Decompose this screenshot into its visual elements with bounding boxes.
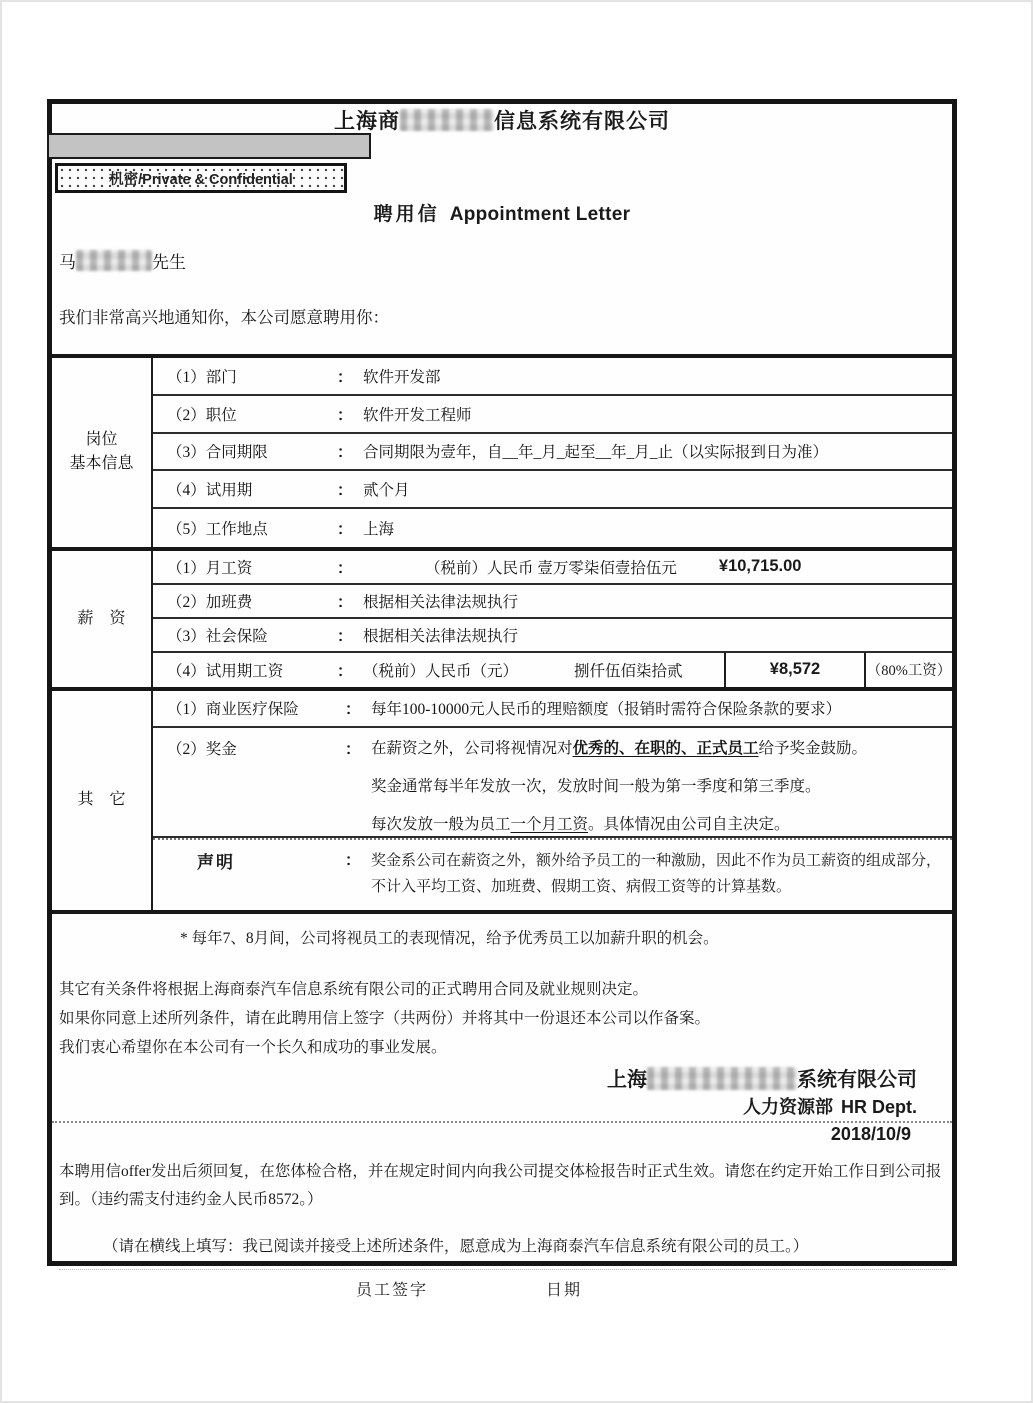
- signature-company-suffix: 系统有限公司: [797, 1068, 917, 1091]
- bonus-line1-pre: 在薪资之外，公司将视情况对: [371, 739, 573, 757]
- closing-paragraph-1: 其它有关条件将根据上海商泰汽车信息系统有限公司的正式聘用合同及就业规则决定。: [59, 980, 649, 998]
- declaration-text: 奖金系公司在薪资之外，额外给予员工的一种激励，因此不作为员工薪资的组成部分，不计入平均工资、加班费、假期工资、病假工资等的计算基数。: [371, 852, 942, 895]
- signature-date: 2018/10/9: [830, 1123, 911, 1144]
- table-row-bonus: [153, 728, 952, 838]
- row-colon: ：: [345, 701, 361, 719]
- section-header-salary-label: 薪 资: [77, 609, 132, 627]
- employee-signature-label: 员工签字: [356, 1281, 429, 1299]
- row-colon: ：: [337, 521, 353, 539]
- row-value: 贰个月: [363, 482, 410, 500]
- star-note: * 每年7、8月间，公司将视员工的表现情况，给予优秀员工以加薪升职的机会。: [180, 929, 719, 947]
- table-row-social-insurance: [153, 619, 952, 653]
- table-row-work-location: [153, 509, 952, 547]
- date-label: 日期: [546, 1281, 583, 1299]
- probation-salary-words: 捌仟伍佰柒拾贰: [574, 662, 683, 680]
- section-header-other: [52, 691, 153, 910]
- signature-dept-en: HR Dept.: [841, 1096, 917, 1117]
- row-label: （3）社会保险: [167, 627, 268, 645]
- salutation: [59, 248, 186, 273]
- signature-company-line: [59, 1067, 917, 1094]
- row-colon: ：: [337, 368, 353, 386]
- signature-dept-cn: 人力资源部: [743, 1096, 833, 1117]
- row-value: 软件开发工程师: [363, 406, 472, 424]
- row-value: （税前）人民币（元）: [363, 662, 519, 680]
- bonus-line3-pre: 每次发放一般为员工: [371, 815, 511, 833]
- confidential-label: 机密/Private & Confidential: [109, 171, 293, 188]
- row-value: 合同期限为壹年，自__年_月_起至__年_月_止（以实际报到日为准）: [363, 444, 829, 462]
- bonus-line-2: 奖金通常每半年发放一次，发放时间一般为第一季度和第三季度。: [371, 777, 821, 795]
- monthly-salary-amount: ¥10,715.00: [718, 557, 802, 576]
- salutation-surname: 马: [59, 253, 76, 272]
- closing-paragraph-3: 我们衷心希望你在本公司有一个长久和成功的事业发展。: [59, 1038, 447, 1056]
- row-label: （1）商业医疗保险: [167, 701, 299, 719]
- bonus-line3-emphasis: 一个月工资: [510, 815, 589, 833]
- row-value: 上海: [363, 521, 395, 539]
- row-value: （税前）人民币 壹万零柒佰壹拾伍元: [425, 559, 677, 577]
- table-row-probation-salary: [153, 653, 952, 687]
- row-label: （4）试用期: [167, 482, 253, 500]
- section-header-position-line1: 岗位: [85, 431, 118, 449]
- salutation-suffix: 先生: [152, 253, 186, 272]
- section-header-position: [52, 358, 153, 547]
- table-row-monthly-salary: [153, 551, 952, 585]
- section-position-info: [52, 354, 952, 547]
- row-label: （5）工作地点: [167, 521, 268, 539]
- section-header-other-label: 其 它: [77, 791, 132, 809]
- fill-in-instruction: （请在横线上填写：我已阅读并接受上述所述条件，愿意成为上海商泰汽车信息系统有限公司的员工。）: [103, 1237, 809, 1255]
- letter-title-en: Appointment Letter: [449, 204, 631, 225]
- row-colon: ：: [345, 740, 361, 758]
- redacted-signature-company-block: [647, 1067, 797, 1090]
- closing-paragraph-2: 如果你同意上述所列条件，请在此聘用信上签字（共两份）并将其中一份退还本公司以作备案。: [59, 1009, 711, 1027]
- redacted-company-name-block: [400, 109, 494, 131]
- intro-line: 我们非常高兴地通知你，本公司愿意聘用你：: [59, 308, 389, 327]
- section-header-salary: [52, 551, 153, 687]
- row-colon: ：: [337, 444, 353, 462]
- section-header-position-line2: 基本信息: [69, 455, 134, 473]
- row-value: 软件开发部: [363, 368, 441, 386]
- confidential-stamp: [55, 163, 347, 193]
- bonus-line1-emphasis: 优秀的、在职的、正式员工: [572, 739, 759, 757]
- letter-title-cn: 聘用信: [373, 204, 440, 225]
- row-label: （2）加班费: [167, 593, 253, 611]
- appointment-letter-document: [47, 99, 957, 1299]
- table-row-position: [153, 396, 952, 434]
- table-row-overtime-pay: [153, 585, 952, 619]
- row-label: （1）月工资: [167, 559, 253, 577]
- row-colon: ：: [337, 662, 353, 680]
- row-value: 每年100-10000元人民币的理赔额度（报销时需符合保险条款的要求）: [371, 701, 842, 719]
- offer-terms-table: [52, 354, 952, 1299]
- probation-salary-amount: ¥8,572: [724, 653, 864, 687]
- redacted-gray-bar: [47, 133, 371, 159]
- bonus-line1-post: 给予奖金鼓励。: [758, 739, 868, 757]
- company-title-prefix: 上海商: [334, 109, 400, 133]
- letter-title: [52, 199, 952, 226]
- bonus-line-1: [371, 737, 867, 760]
- offer-validity-paragraph: 本聘用信offer发出后须回复，在您体检合格，并在规定时间内向我公司提交体检报告时正式生效。请您在约定开始工作日到公司报到。（违约需支付违约金人民币8572。）: [59, 1162, 942, 1208]
- bonus-line-3: [371, 813, 867, 836]
- dotted-divider: [52, 1121, 952, 1123]
- probation-salary-note: （80%工资）: [864, 653, 952, 687]
- row-label: （3）合同期限: [167, 444, 268, 462]
- row-colon: ：: [337, 559, 353, 577]
- bonus-text: [371, 737, 867, 836]
- signature-department-line: [59, 1094, 917, 1121]
- employee-signature-row: [59, 1277, 945, 1300]
- row-label: （2）职位: [167, 406, 237, 424]
- signature-company-prefix: 上海: [607, 1068, 647, 1091]
- table-row-contract-term: [153, 434, 952, 472]
- row-label: （2）奖金: [167, 740, 237, 758]
- bonus-line3-post: 。具体情况由公司自主决定。: [588, 815, 790, 833]
- company-title: [52, 105, 952, 135]
- row-label: （4）试用期工资: [167, 662, 284, 680]
- table-row-medical-insurance: [153, 691, 952, 728]
- signature-line: [59, 1269, 945, 1270]
- row-colon: ：: [345, 851, 361, 869]
- row-colon: ：: [337, 482, 353, 500]
- section-salary: [52, 547, 952, 687]
- row-colon: ：: [337, 627, 353, 645]
- company-signature-block: [59, 1067, 945, 1148]
- section-other: [52, 687, 952, 910]
- redacted-name-block: [76, 250, 152, 271]
- table-row-declaration: [153, 838, 952, 910]
- declaration-label: 声明: [197, 852, 235, 872]
- company-title-suffix: 信息系统有限公司: [494, 109, 670, 133]
- table-row-department: [153, 358, 952, 396]
- table-row-probation: [153, 471, 952, 509]
- row-value: 根据相关法律法规执行: [363, 593, 519, 611]
- row-colon: ：: [337, 406, 353, 424]
- row-label: （1）部门: [167, 368, 237, 386]
- row-value: 根据相关法律法规执行: [363, 627, 519, 645]
- closing-section: [52, 910, 952, 1299]
- row-colon: ：: [337, 593, 353, 611]
